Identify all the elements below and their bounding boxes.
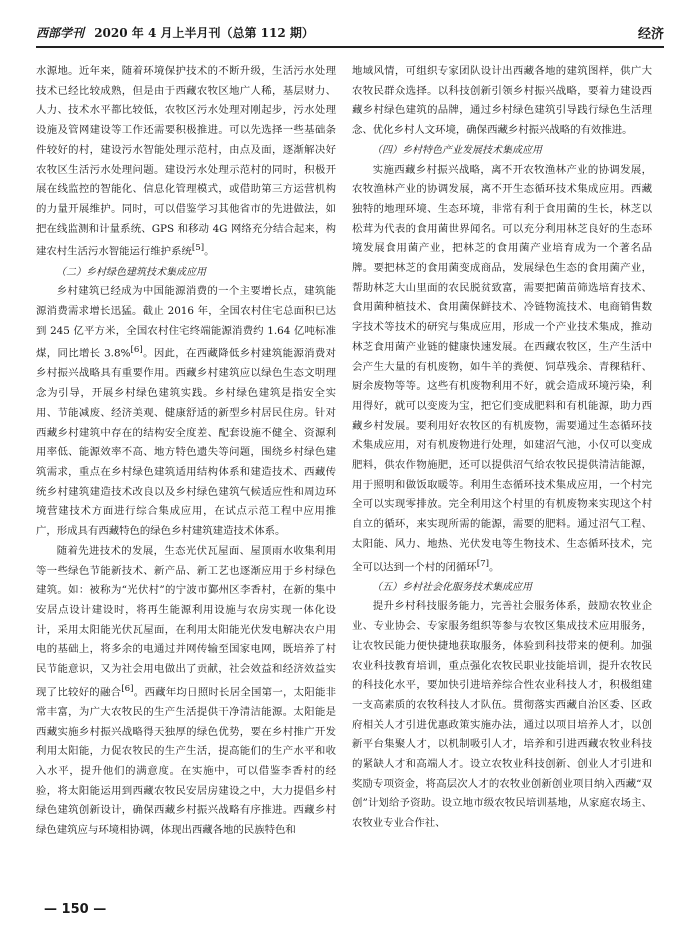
- paragraph: 乡村建筑已经成为中国能源消费的一个主要增长点，建筑能源消费需求增长迅猛。截止 2016 年，全国农村住宅总面积已达到 245 亿平方米，全国农村住宅终端能源消费约 1.64 亿吨标准煤，同比增长 3.8%[6]。因此，在西藏降低乡村建筑能源消费对乡村振兴战略具有重要作用。西藏乡村建筑应以绿色生态文明理念为引导，开展乡村绿色建筑实践。乡村绿色建筑是指安全实用、节能减废、经济美观、健康舒适的新型乡村居民住房。针对西藏乡村建筑中存在的结构安全度差、配套设施不健全、资源利用率低、能源效率不高、地方特色遗失等问题，围绕乡村绿色建筑需求，重点在乡村绿色建筑适用结构体系和建造技术、西藏传统乡村建筑建造技术改良以及乡村绿色建筑气候适应性和周边环境营建技术方面进行综合集成应用，在试点示范工程中应用推广，形成具有西藏特色的绿色乡村建筑建造技术体系。: [36, 285, 336, 538]
- section-heading: （二）乡村绿色建筑技术集成应用: [56, 266, 206, 278]
- citation: [6]: [130, 345, 143, 356]
- page-header: [36, 18, 664, 48]
- paragraph: 随着先进技术的发展，生态光伏瓦屋面、屋顶雨水收集利用等一些绿色节能新技术、新产品、新工艺也逐渐应用于乡村绿色建筑。如：被称为“光伏村”的宁波市鄞州区李香村，在新的集中安居点设计建设时，将再生能源利用设施与农房实现一体化设计，采用太阳能光伏瓦屋面，在利用太阳能光伏发电解决农户用电的基础上，将多余的电通过并网传输至国家电网，既培养了村民节能意识，又为社会用电做出了贡献，社会效益和经济效益实现了比较好的融合[6]。西藏年均日照时长居全国第一，太阳能非常丰富，为广大农牧民的生产生活提供干净清洁能源。太阳能是西藏实施乡村振兴战略得天独厚的绿色优势，要在乡村推广开发利用太阳能，力促农牧民的生产生活，提高能们的生产水平和收入水平，提升他们的满意度。在实施中，可以借鉴李香村的经验，将太阳能运用到西藏农牧民安居房建设之中，大力提倡乡村绿色建筑创新设计，确保西藏乡村振兴战略有序推进。西藏乡村绿色建筑应与环境相协调，体现出西藏各地的民族特色和: [36, 544, 336, 837]
- paragraph: 地域风情，可组织专家团队设计出西藏各地的建筑图样，供广大农牧民群众选择。以科技创新引领乡村振兴战略，要着力建设西藏乡村绿色建筑的品牌，通过乡村绿色建筑引导践行绿色生活理念、优化乡村人文环境，确保西藏乡村振兴战略的有效推进。: [352, 65, 652, 137]
- right-column: [352, 62, 652, 892]
- section-heading: （五）乡村社会化服务技术集成应用: [372, 581, 532, 593]
- page-number: — 150 —: [44, 902, 107, 917]
- left-column: [36, 62, 336, 892]
- citation: [7]: [476, 558, 489, 569]
- paragraph: 提升乡村科技服务能力，完善社会服务体系，鼓励农牧业企业、专业协会、专家服务组织等参与农牧区集成技术应用服务，让农牧民能力便快捷地获取服务，体验到科技带来的便利。加强农业科技教育培训，重点强化农牧民职业技能培训，提升农牧民的科技化水平，要加快引进培养综合性农业科技人才，积极组建一支高素质的农牧科技人才队伍。贯彻落实西藏自治区委、区政府相关人才引进优惠政策实施办法，通过以项目培养人才，以创新平台集聚人才，以机制吸引人才，培养和引进西藏农牧业科技的紧缺人才和高端人才。设立农牧业科技创新、创业人才引进和奖励专项资金，将高层次人才的农牧业创新创业项目纳入西藏“双创”计划给予资助。设立地市级农牧民培训基地，从家庭农场主、农牧业专业合作社、: [352, 600, 652, 830]
- issue-info: 2020 年 4 月上半月刊（总第 112 期）: [94, 26, 314, 40]
- section-heading: （四）乡村特色产业发展技术集成应用: [372, 144, 542, 156]
- journal-issue-line: [36, 24, 314, 41]
- paragraph: 实施西藏乡村振兴战略，离不开农牧渔林产业的协调发展，农牧渔林产业的协调发展，离不开生态循环技术集成应用。西藏独特的地理环境、生态环境，非常有利于食用菌的生长，林芝以松茸为代表的食用菌世界闻名。可以充分利用林芝良好的生态环境发展食用菌产业，把林芝的食用菌产业培育成为一个著名品牌。要把林芝的食用菌变成商品，发展绿色生态的食用菌产业，帮助林芝大山里面的农民脱贫致富，需要把菌苗筛选培育技术、食用菌种植技术、食用菌保鲜技术、冷链物流技术、电商销售数字技术等技术的研究与集成应用，形成一个产业技术集成，推动林芝食用菌产业链的健康快速发展。在西藏农牧区，生产生活中会产生大量的有机废物，如牛羊的粪便、饲草残余、青稞秸秆、厨余废物等等。这些有机废物利用不好，就会造成环境污染，利用得好，就可以变废为宝，把它们变成肥料和有机能源，助力西藏乡村发展。要利用好农牧区的有机废物，需要通过生态循环技术集成应用，对有机废物进行处理，如建沼气池，小仅可以变成肥料，供农作物施肥，还可以提供沼气给农牧民提供清洁能源，用于照明和做饭取暖等。利用生态循环技术集成应用，一个村完全可以实现零排放。完全利用这个村里的有机废物来实现这个村自立的循环，来实现所需的能源，需要的肥料。通过沼气工程、太阳能、风力、地热、光伏发电等生物技术、生态循环技术，完全可以达到一个村的闭循环[7]。: [352, 163, 652, 574]
- citation: [5]: [191, 243, 205, 254]
- journal-name: 西部学刊: [36, 26, 85, 40]
- section-label: 经济: [637, 27, 664, 42]
- citation: [6]: [121, 683, 134, 694]
- paragraph: 水源地。近年来，随着环境保护技术的不断升级，生活污水处理技术已经比较成熟，但是由于西藏农牧区地广人稀，基层财力、人力、技术水平都比较低，农牧区污水处理对刚起步，污水处理设施及管网建设等工作还需要积极推进。可以先选择一些基础条件较好的村，建设污水智能处理示范村，由点及面，逐渐解决好农牧区生活污水处理问题。建设污水处理示范村的同时，积极开展在线监控的智能化、信息化管理模式，或借助第三方运营机构的力量开展维护。同时，可以借鉴学习其他省市的先进做法，如把在线监测和计量系统、GPS 和移动 4G 网络充分结合起来，构建农村生活污水智能运行维护系统[5]。: [36, 65, 336, 258]
